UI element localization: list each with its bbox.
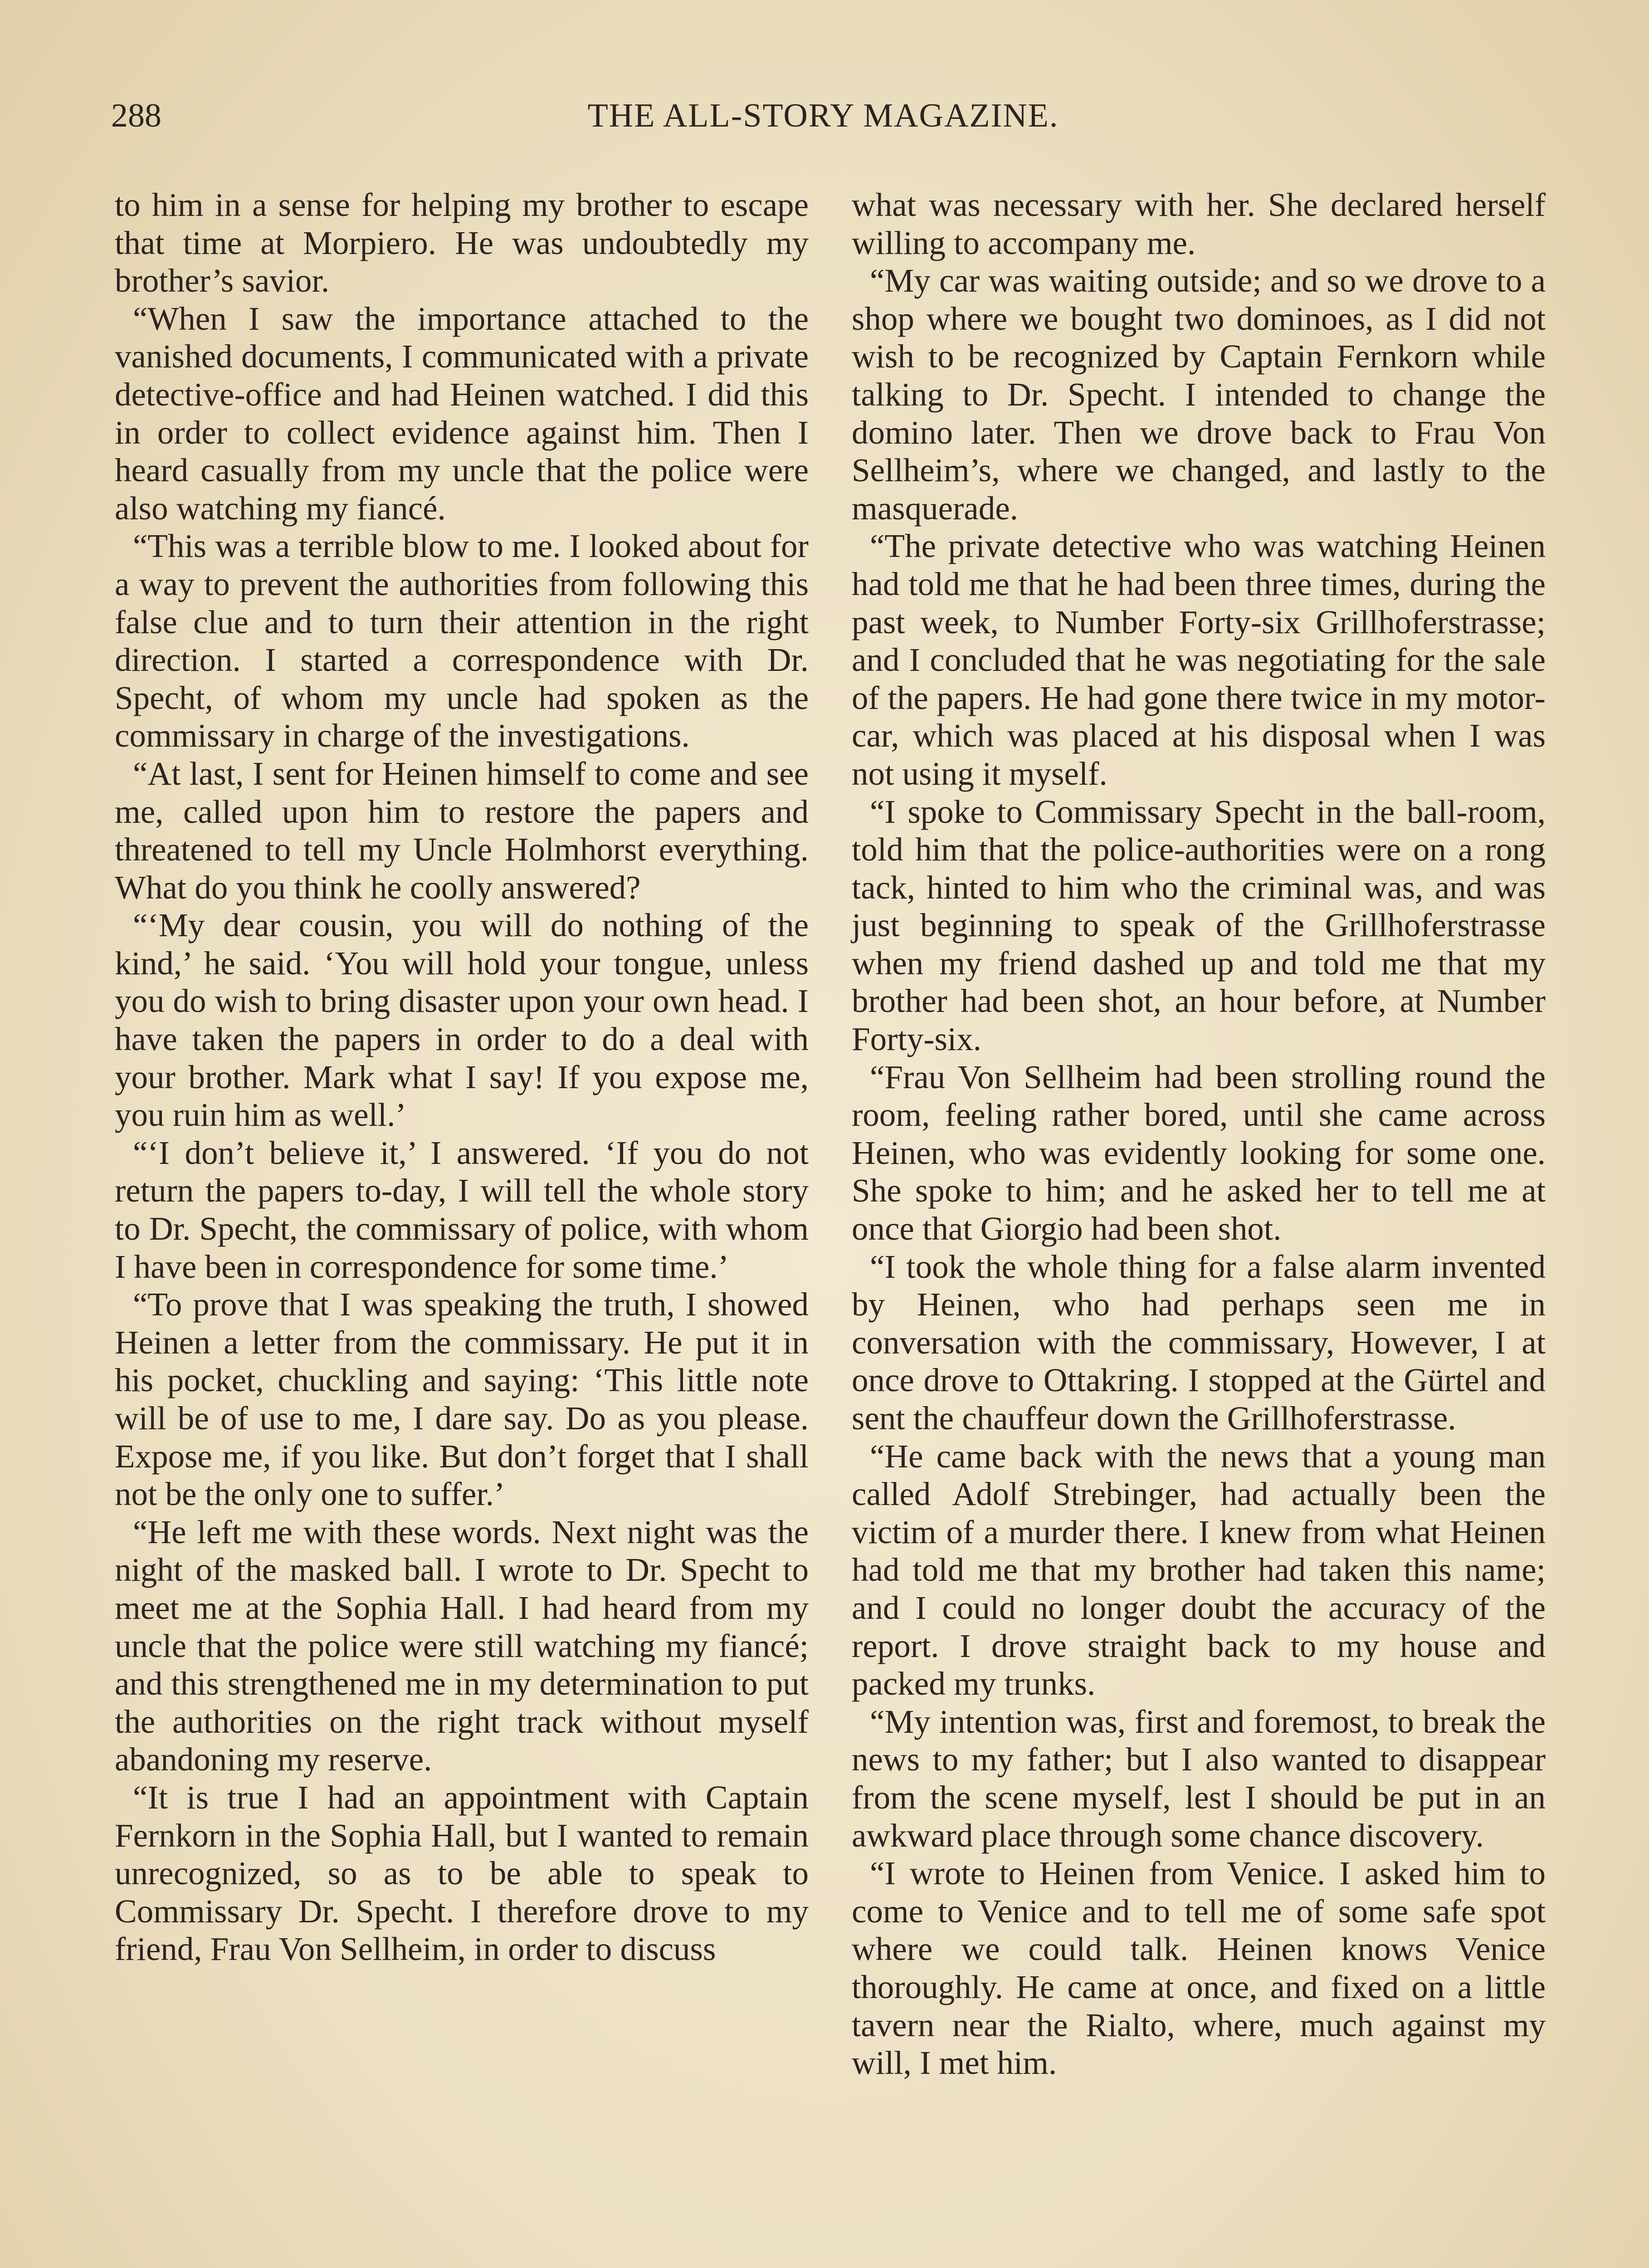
page-number: 288 — [111, 97, 161, 134]
paragraph: “At last, I sent for Heinen himself to come and see me, called upon him to restore the papers and threatened to tell my Uncle Holmhorst everything. What do you think he coolly answered? — [115, 755, 809, 906]
paragraph: what was necessary with her. She declared herself willing to accompany me. — [852, 186, 1546, 261]
paragraph: “‘I don’t believe it,’ I answered. ‘If you do not return the papers to-day, I will tell the whole story to Dr. Specht, the commissary of police, with whom I have been in correspondence for some time.’ — [115, 1134, 809, 1285]
running-head: THE ALL-STORY MAGAZINE. — [587, 97, 1059, 134]
right-column — [852, 186, 1546, 2082]
paragraph: “I took the whole thing for a false alarm invented by Heinen, who had perhaps seen me in conversation with the commissary, However, I at once drove to Ottakring. I stopped at the Gürtel and sent the chauffeur down the Grillhoferstrasse. — [852, 1248, 1546, 1437]
page-header — [111, 93, 1535, 138]
paragraph: “Frau Von Sellheim had been strolling round the room, feeling rather bored, until she came across Heinen, who was evidently looking for some one. She spoke to him; and he asked her to tell me at once that Giorgio had been shot. — [852, 1058, 1546, 1247]
paragraph: “My intention was, first and foremost, to break the news to my father; but I also wanted to disappear from the scene myself, lest I should be put in an awkward place through some chance discovery. — [852, 1703, 1546, 1854]
paragraph: “My car was waiting outside; and so we drove to a shop where we bought two dominoes, as I did not wish to be recognized by Captain Fernkorn while talking to Dr. Specht. I intended to change the domino later. Then we drove back to Frau Von Sellheim’s, where we changed, and lastly to the masquerade. — [852, 262, 1546, 527]
left-column — [115, 186, 809, 1968]
paragraph: “It is true I had an appointment with Captain Fernkorn in the Sophia Hall, but I wanted to remain unrecognized, so as to be able to speak to Commissary Dr. Specht. I therefore drove to my friend, Frau Von Sellheim, in order to discuss — [115, 1779, 809, 1968]
paragraph: “To prove that I was speaking the truth, I showed Heinen a letter from the commissary. He put it in his pocket, chuckling and saying: ‘This little note will be of use to me, I dare say. Do as you please. Expose me, if you like. But don’t forget that I shall not be the only one to suffer.’ — [115, 1286, 809, 1513]
paragraph: “This was a terrible blow to me. I looked about for a way to prevent the authorities from following this false clue and to turn their attention in the right direction. I started a correspondence with Dr. Specht, of whom my uncle had spoken as the commissary in charge of the investigations. — [115, 528, 809, 754]
paragraph: “He left me with these words. Next night was the night of the masked ball. I wrote to Dr. Specht to meet me at the Sophia Hall. I had heard from my uncle that the police were still watching my fiancé; and this strengthened me in my determination to put the authorities on the right track without myself abandoning my reserve. — [115, 1513, 809, 1778]
paragraph: “‘My dear cousin, you will do nothing of the kind,’ he said. ‘You will hold your tongue, unless you do wish to bring disaster upon your own head. I have taken the papers in order to do a deal with your brother. Mark what I say! If you expose me, you ruin him as well.’ — [115, 907, 809, 1134]
paragraph: “I wrote to Heinen from Venice. I asked him to come to Venice and to tell me of some safe spot where we could talk. Heinen knows Venice thoroughly. He came at once, and fixed on a little tavern near the Rialto, where, much against my will, I met him. — [852, 1855, 1546, 2082]
paragraph: “The private detective who was watching Heinen had told me that he had been three times, during the past week, to Number Forty-six Grillhoferstrasse; and I concluded that he was negotiating for the sale of the papers. He had gone there twice in my motor-car, which was placed at his disposal when I was not using it myself. — [852, 528, 1546, 792]
paragraph: “I spoke to Commissary Specht in the ball-room, told him that the police-authorities were on a rong tack, hinted to him who the criminal was, and was just beginning to speak of the Grillhoferstrasse when my friend dashed up and told me that my brother had been shot, an hour before, at Number Forty-six. — [852, 793, 1546, 1058]
paragraph: “He came back with the news that a young man called Adolf Strebinger, had actually been the victim of a murder there. I knew from what Heinen had told me that my brother had taken this name; and I could no longer doubt the accuracy of the report. I drove straight back to my house and packed my trunks. — [852, 1437, 1546, 1702]
paragraph: “When I saw the importance attached to the vanished documents, I communicated with a private detective-office and had Heinen watched. I did this in order to collect evidence against him. Then I heard casually from my uncle that the police were also watching my fiancé. — [115, 300, 809, 527]
paragraph: to him in a sense for helping my brother to escape that time at Morpiero. He was undoubtedly my brother’s savior. — [115, 186, 809, 299]
